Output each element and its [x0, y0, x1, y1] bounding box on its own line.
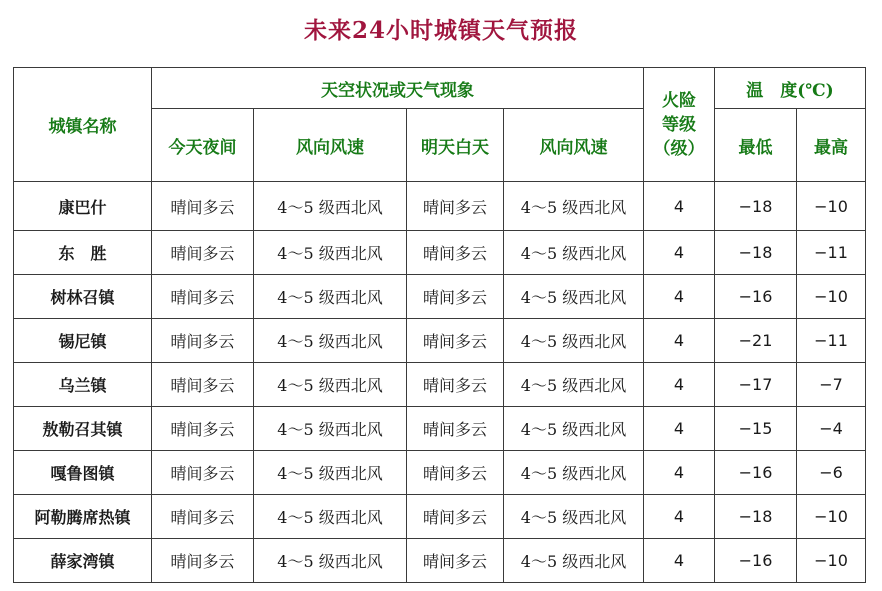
town-cell: 康巴什: [14, 182, 152, 231]
temp-max-cell: −11: [797, 319, 866, 363]
tomorrow-sky-cell: 晴间多云: [407, 182, 504, 231]
tonight-sky-cell: 晴间多云: [152, 495, 254, 539]
tonight-wind-cell: 4～5 级西北风: [254, 407, 407, 451]
fire-level-cell: 4: [644, 407, 715, 451]
tonight-sky-cell: 晴间多云: [152, 407, 254, 451]
temp-min-cell: −18: [715, 495, 797, 539]
tomorrow-wind-cell: 4～5 级西北风: [504, 407, 644, 451]
tomorrow-wind-cell: 4～5 级西北风: [504, 495, 644, 539]
tomorrow-sky-cell: 晴间多云: [407, 275, 504, 319]
town-cell: 嘎鲁图镇: [14, 451, 152, 495]
header-temp-group: 温 度(℃): [715, 68, 866, 109]
tonight-wind-cell: 4～5 级西北风: [254, 451, 407, 495]
tonight-wind-cell: 4～5 级西北风: [254, 182, 407, 231]
tomorrow-sky-cell: 晴间多云: [407, 363, 504, 407]
header-temp-max: 最高: [797, 109, 866, 182]
header-wind-1: 风向风速: [254, 109, 407, 182]
header-fire-level: [644, 68, 715, 182]
town-cell: 树林召镇: [14, 275, 152, 319]
tomorrow-wind-cell: 4～5 级西北风: [504, 451, 644, 495]
temp-max-cell: −11: [797, 231, 866, 275]
temp-max-cell: −4: [797, 407, 866, 451]
tomorrow-wind-cell: 4～5 级西北风: [504, 319, 644, 363]
tomorrow-sky-cell: 晴间多云: [407, 495, 504, 539]
table-row: [14, 275, 866, 319]
tonight-sky-cell: 晴间多云: [152, 231, 254, 275]
town-cell: 锡尼镇: [14, 319, 152, 363]
tonight-wind-cell: 4～5 级西北风: [254, 319, 407, 363]
tonight-sky-cell: 晴间多云: [152, 363, 254, 407]
table-row: [14, 231, 866, 275]
table-row: [14, 451, 866, 495]
temp-max-cell: −10: [797, 275, 866, 319]
fire-level-cell: 4: [644, 539, 715, 583]
tomorrow-sky-cell: 晴间多云: [407, 319, 504, 363]
town-cell: 敖勒召其镇: [14, 407, 152, 451]
tonight-sky-cell: 晴间多云: [152, 451, 254, 495]
fire-level-cell: 4: [644, 231, 715, 275]
table-row: [14, 363, 866, 407]
tonight-wind-cell: 4～5 级西北风: [254, 495, 407, 539]
tonight-wind-cell: 4～5 级西北风: [254, 539, 407, 583]
tonight-wind-cell: 4～5 级西北风: [254, 231, 407, 275]
town-cell: 阿勒腾席热镇: [14, 495, 152, 539]
tonight-wind-cell: 4～5 级西北风: [254, 363, 407, 407]
header-wind-2: 风向风速: [504, 109, 644, 182]
temp-max-cell: −10: [797, 182, 866, 231]
fire-level-cell: 4: [644, 182, 715, 231]
temp-min-cell: −16: [715, 451, 797, 495]
temp-max-cell: −7: [797, 363, 866, 407]
tomorrow-sky-cell: 晴间多云: [407, 407, 504, 451]
fire-level-cell: 4: [644, 495, 715, 539]
fire-level-cell: 4: [644, 451, 715, 495]
header-sky-group: 天空状况或天气现象: [152, 68, 644, 109]
forecast-table: [13, 67, 866, 583]
tomorrow-sky-cell: 晴间多云: [407, 451, 504, 495]
header-fire-line1: 火险: [662, 90, 696, 111]
temp-min-cell: −16: [715, 539, 797, 583]
town-cell: 乌兰镇: [14, 363, 152, 407]
tonight-sky-cell: 晴间多云: [152, 275, 254, 319]
table-row: [14, 182, 866, 231]
temp-min-cell: −18: [715, 182, 797, 231]
tonight-sky-cell: 晴间多云: [152, 539, 254, 583]
page-title: 未来24小时城镇天气预报: [303, 17, 578, 44]
tomorrow-sky-cell: 晴间多云: [407, 231, 504, 275]
temp-max-cell: −6: [797, 451, 866, 495]
table-row: [14, 407, 866, 451]
town-cell: 东 胜: [14, 231, 152, 275]
header-town-name: 城镇名称: [14, 68, 152, 182]
table-row: [14, 539, 866, 583]
tomorrow-wind-cell: 4～5 级西北风: [504, 182, 644, 231]
temp-min-cell: −21: [715, 319, 797, 363]
temp-max-cell: −10: [797, 495, 866, 539]
tomorrow-wind-cell: 4～5 级西北风: [504, 539, 644, 583]
fire-level-cell: 4: [644, 363, 715, 407]
table-row: [14, 319, 866, 363]
tomorrow-wind-cell: 4～5 级西北风: [504, 363, 644, 407]
temp-min-cell: −18: [715, 231, 797, 275]
temp-min-cell: −16: [715, 275, 797, 319]
header-temp-min: 最低: [715, 109, 797, 182]
tonight-wind-cell: 4～5 级西北风: [254, 275, 407, 319]
header-tonight: 今天夜间: [152, 109, 254, 182]
fire-level-cell: 4: [644, 275, 715, 319]
header-fire-line3: （级）: [653, 138, 705, 159]
temp-max-cell: −10: [797, 539, 866, 583]
temp-min-cell: −15: [715, 407, 797, 451]
header-tomorrow-day: 明天白天: [407, 109, 504, 182]
tomorrow-sky-cell: 晴间多云: [407, 539, 504, 583]
tonight-sky-cell: 晴间多云: [152, 319, 254, 363]
header-fire-line2: 等级: [662, 114, 696, 135]
fire-level-cell: 4: [644, 319, 715, 363]
tomorrow-wind-cell: 4～5 级西北风: [504, 231, 644, 275]
table-row: [14, 495, 866, 539]
town-cell: 薛家湾镇: [14, 539, 152, 583]
temp-min-cell: −17: [715, 363, 797, 407]
tonight-sky-cell: 晴间多云: [152, 182, 254, 231]
tomorrow-wind-cell: 4～5 级西北风: [504, 275, 644, 319]
